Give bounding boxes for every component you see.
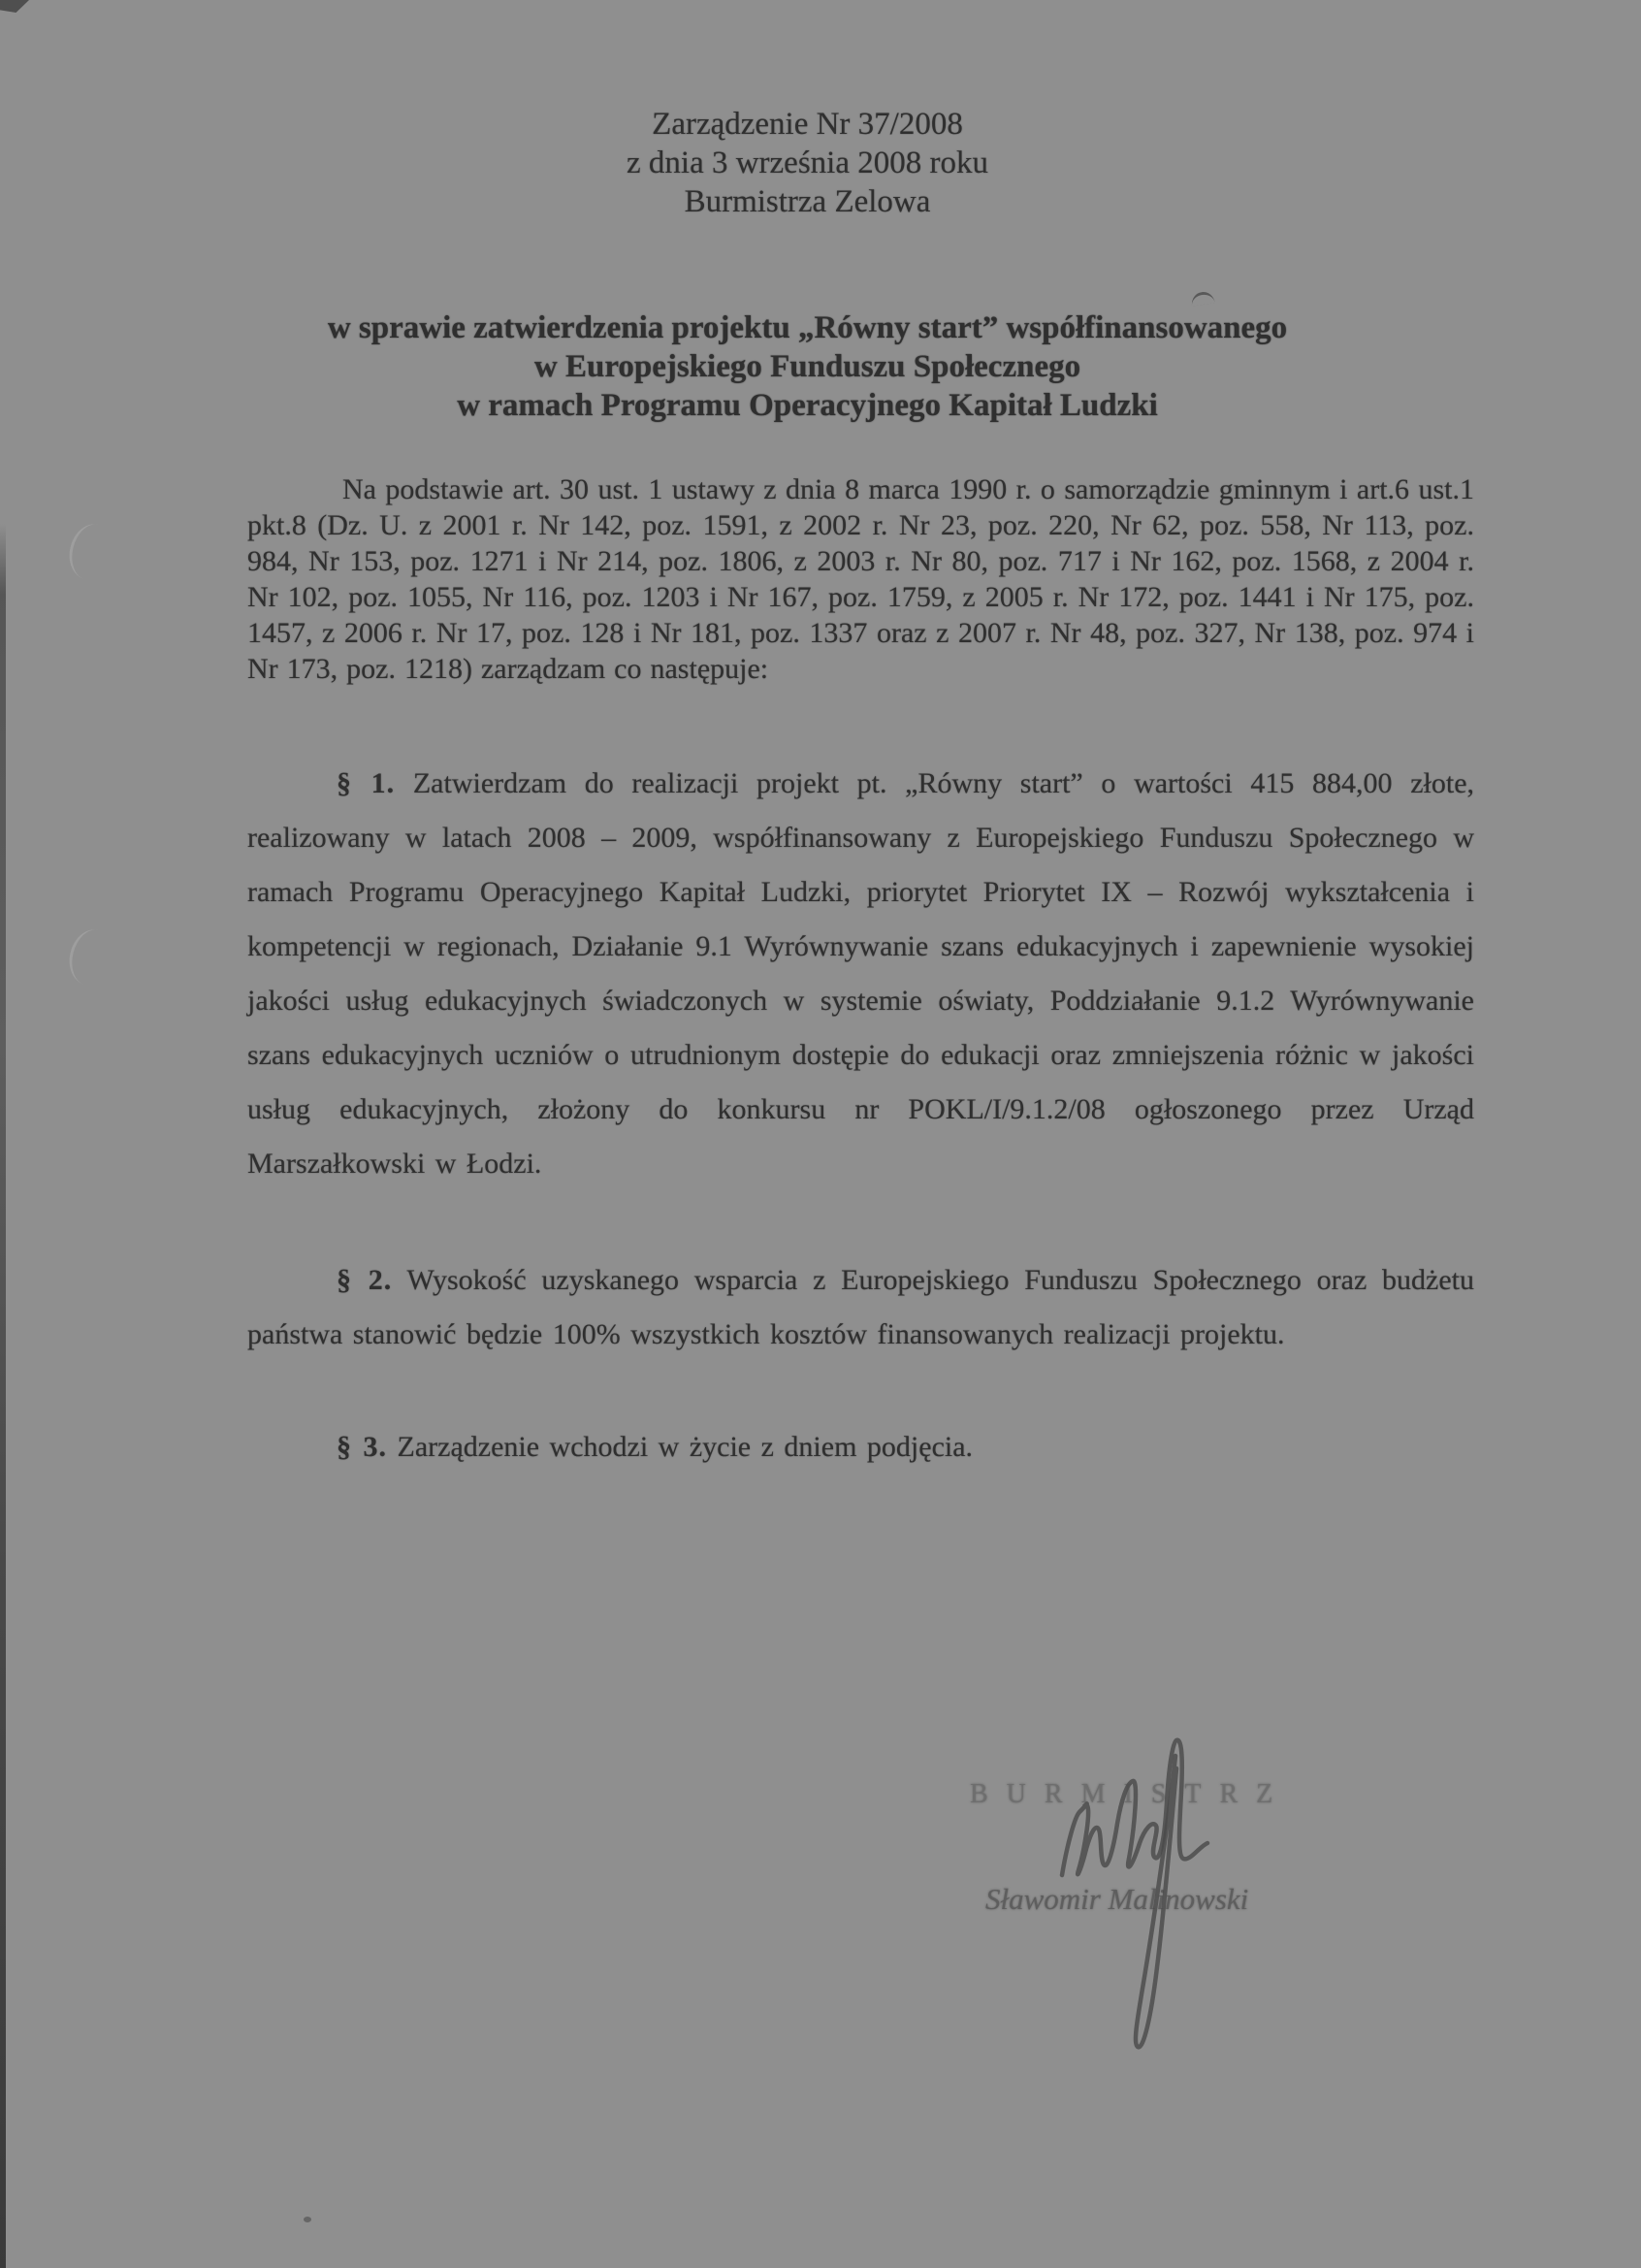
ordinance-document: [247, 105, 1474, 1474]
section-text-2: Wysokość uzyskanego wsparcia z Europejskiego Funduszu Społecznego oraz budżetu państwa stanowić będzie 100% wszystkich kosztów finansowanych realizacji projektu.: [247, 1264, 1475, 1350]
document-subject: [247, 308, 1474, 425]
section-label-3: § 3.: [337, 1431, 387, 1463]
section-text-1: Zatwierdzam do realizacji projekt pt. „Równy start” o wartości 415 884,00 złote, realizowany w latach 2008 – 2009, współfinansowany z Europejskiego Funduszu Społecznego w ramach Programu Operacyjnego Kapitał Ludzki, priorytet Priorytet IX – Rozwój wykształcenia i kompetencji w regionach, Działanie 9.1 Wyrównywanie szans edukacyjnych i zapewnienie wysokiej jakości usług edukacyjnych świadczonych w systemie oświaty, Poddziałanie 9.1.2 Wyrównywanie szans edukacyjnych uczniów o utrudnionym dostępie do edukacji oraz zmniejszenia różnic w jakości usług edukacyjnych, złożony do konkursu nr POKL/I/9.1.2/08 ogłoszonego przez Urząd Marszałkowski w Łodzi.: [247, 767, 1475, 1180]
scan-edge-shadow: [0, 524, 6, 2268]
section-paragraph-2: [247, 1253, 1474, 1362]
scan-corner-artifact: [0, 0, 29, 13]
title-line-issuer: Burmistrza Zelowa: [684, 184, 931, 219]
mayor-stamp-title: BURMISTRZ: [970, 1779, 1292, 1809]
scan-dot-artifact: [304, 2217, 311, 2222]
title-line-date: z dnia 3 września 2008 roku: [627, 146, 988, 180]
title-line-number: Zarządzenie Nr 37/2008: [652, 107, 963, 142]
document-title: [247, 105, 1474, 221]
section-paragraph-1: [247, 757, 1474, 1191]
scan-faint-mark: [64, 519, 120, 584]
section-label-1: § 1.: [337, 767, 396, 799]
subject-line-2: w Europejskiego Funduszu Społecznego: [533, 349, 1081, 384]
section-paragraph-3: [247, 1420, 1474, 1474]
scan-faint-mark: [64, 924, 120, 989]
section-text-3: Zarządzenie wchodzi w życie z dniem podjęcia.: [397, 1431, 974, 1463]
signature-block: [970, 1779, 1377, 1917]
handwritten-signature: [1057, 1734, 1222, 2084]
subject-line-1: w sprawie zatwierdzenia projektu „Równy start” współfinansowanego: [327, 310, 1288, 345]
subject-line-3: w ramach Programu Operacyjnego Kapitał Ludzki: [457, 388, 1158, 423]
section-label-2: § 2.: [337, 1264, 393, 1296]
signer-printed-name: Sławomir Malinowski: [985, 1882, 1249, 1916]
legal-basis-paragraph: Na podstawie art. 30 ust. 1 ustawy z dnia 8 marca 1990 r. o samorządzie gminnym i art.6 ust.1 pkt.8 (Dz. U. z 2001 r. Nr 142, poz. 1591, z 2002 r. Nr 23, poz. 220, Nr 62, poz. 558, Nr 113, poz. 984, Nr 153, poz. 1271 i Nr 214, poz. 1806, z 2003 r. Nr 80, poz. 717 i Nr 162, poz. 1568, z 2004 r. Nr 102, poz. 1055, Nr 116, poz. 1203 i Nr 167, poz. 1759, z 2005 r. Nr 172, poz. 1441 i Nr 175, poz. 1457, z 2006 r. Nr 17, poz. 128 i Nr 181, poz. 1337 oraz z 2007 r. Nr 48, poz. 327, Nr 138, poz. 974 i Nr 173, poz. 1218) zarządzam co następuje:: [247, 473, 1474, 685]
